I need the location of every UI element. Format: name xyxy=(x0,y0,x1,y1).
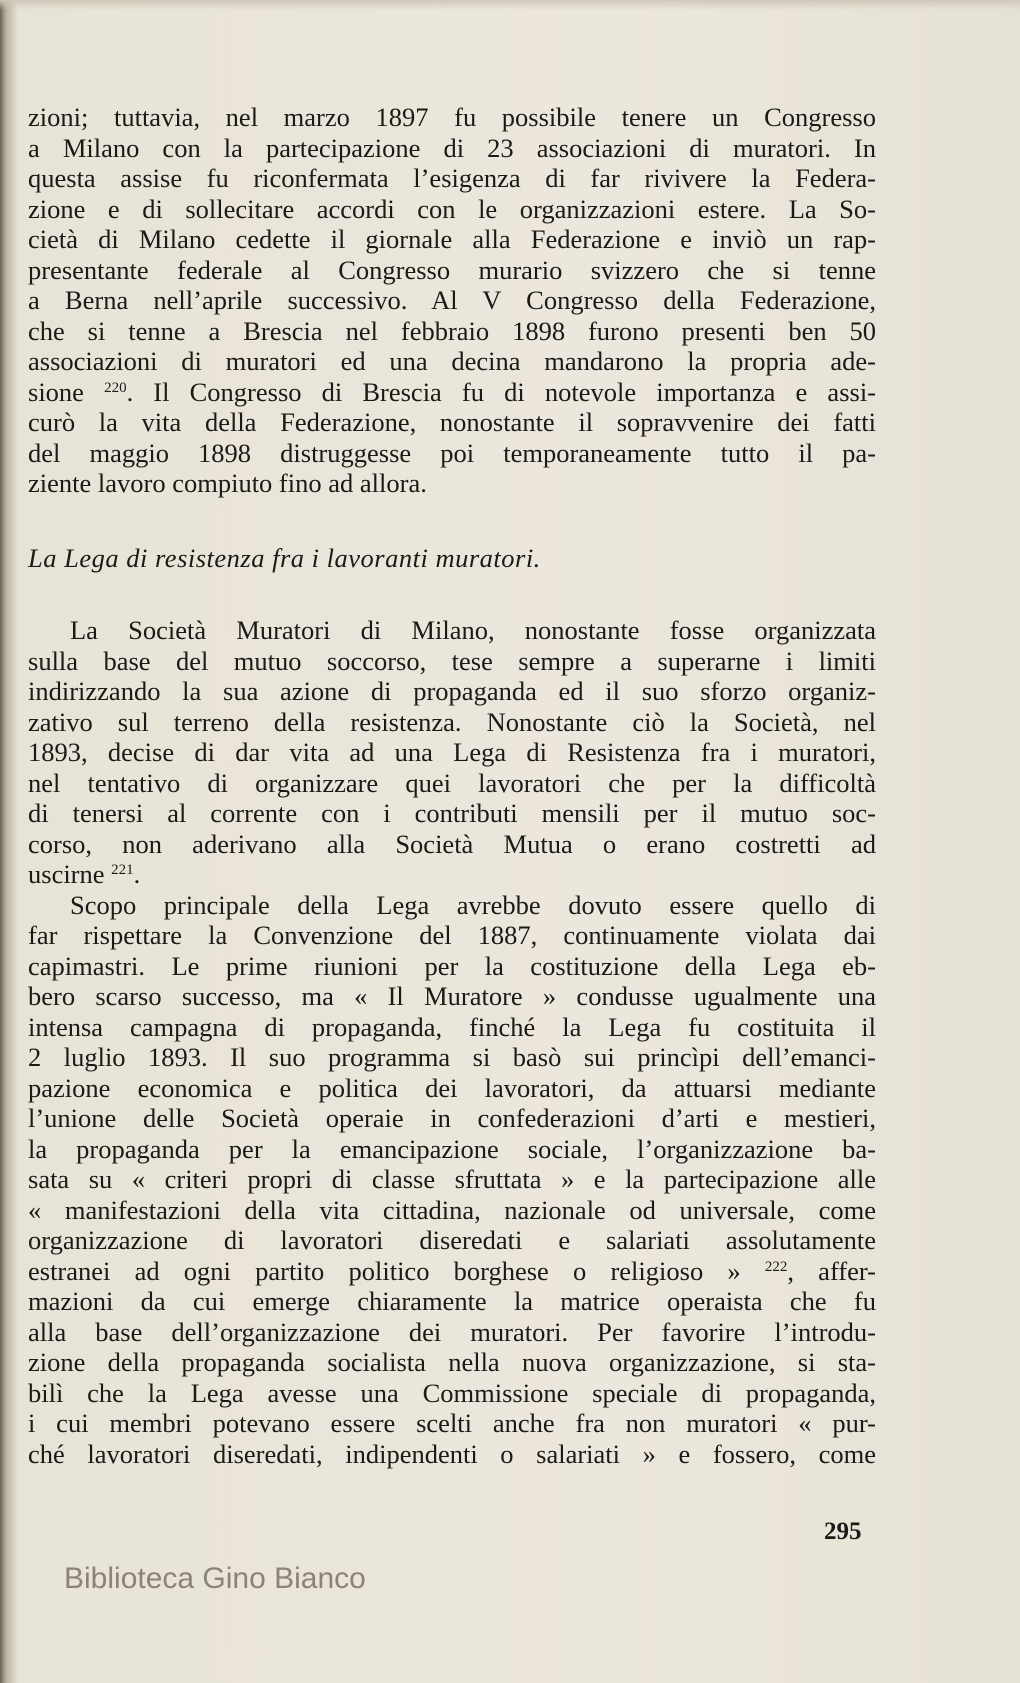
text-line: sata su « criteri propri di classe sfruttata » e la partecipazione alle xyxy=(28,1164,876,1194)
paragraph-1 xyxy=(28,102,876,499)
text-fragment: , affer- xyxy=(787,1255,876,1286)
text-line: curò la vita della Federazione, nonostante il sopravvenire dei fatti xyxy=(28,407,876,437)
text-line xyxy=(28,377,876,408)
footnote-ref-222[interactable]: 222 xyxy=(764,1258,788,1275)
text-line: cietà di Milano cedette il giornale alla Federazione e inviò un rap- xyxy=(28,224,876,254)
text-line: questa assise fu riconfermata l’esigenza di far rivivere la Federa- xyxy=(28,163,876,193)
text-line: ché lavoratori diseredati, indipendenti o salariati » e fossero, come xyxy=(28,1438,876,1469)
text-line: Scopo principale della Lega avrebbe dovuto essere quello di xyxy=(70,889,876,920)
text-line xyxy=(28,859,876,890)
text-line: di tenersi al corrente con i contributi mensili per il mutuo soc- xyxy=(28,798,876,828)
text-line: l’unione delle Società operaie in confederazioni d’arti e mestieri, xyxy=(28,1103,876,1133)
text-line: zione e di sollecitare accordi con le organizzazioni estere. La So- xyxy=(28,193,876,224)
text-line: a Berna nell’aprile successivo. Al V Congresso della Federazione, xyxy=(28,285,876,315)
text-line: che si tenne a Brescia nel febbraio 1898 furono presenti ben 50 xyxy=(28,315,876,346)
text-line: del maggio 1898 distruggesse poi temporaneamente tutto il pa- xyxy=(28,437,876,468)
text-line: 1893, decise di dar vita ad una Lega di Resistenza fra i muratori, xyxy=(28,737,876,767)
text-fragment: estranei ad ogni partito politico borghese o religioso » xyxy=(28,1255,741,1286)
text-line: indirizzando la sua azione di propaganda ed il suo sforzo organiz- xyxy=(28,676,876,706)
text-line: organizzazione di lavoratori diseredati e salariati assolutamente xyxy=(28,1225,876,1255)
text-fragment: . xyxy=(133,859,141,889)
page-top-shadow xyxy=(0,0,1020,10)
library-watermark: Biblioteca Gino Bianco xyxy=(64,1562,366,1595)
text-line: ziente lavoro compiuto fino ad allora. xyxy=(28,468,427,498)
text-line: corso, non aderivano alla Società Mutua o erano costretti ad xyxy=(28,828,876,859)
paragraph-3 xyxy=(28,890,876,1470)
text-fragment: . Il Congresso di Brescia fu di notevole importanza e assi- xyxy=(126,376,877,407)
text-line: « manifestazioni della vita cittadina, nazionale od universale, come xyxy=(28,1194,876,1225)
footnote-ref-221[interactable]: 221 xyxy=(111,862,134,878)
footnote-ref-220[interactable]: 220 xyxy=(104,379,127,396)
body-text xyxy=(28,102,876,1469)
text-line: zioni; tuttavia, nel marzo 1897 fu possibile tenere un Congresso xyxy=(28,102,876,132)
text-line: zativo sul terreno della resistenza. Nonostante ciò la Società, nel xyxy=(28,706,876,737)
text-line: alla base dell’organizzazione dei muratori. Per favorire l’introdu- xyxy=(28,1316,876,1347)
text-line: 2 luglio 1893. Il suo programma si basò sui princìpi dell’emanci- xyxy=(28,1042,876,1072)
text-line: i cui membri potevano essere scelti anche fra non muratori « pur- xyxy=(28,1408,876,1438)
text-line: associazioni di muratori ed una decina mandarono la propria ade- xyxy=(28,346,876,376)
text-line: a Milano con la partecipazione di 23 associazioni di muratori. In xyxy=(28,132,876,163)
text-line: pazione economica e politica dei lavoratori, da attuarsi mediante xyxy=(28,1072,876,1103)
text-line: sulla base del mutuo soccorso, tese sempre a superarne i limiti xyxy=(28,645,876,676)
text-line: capimastri. Le prime riunioni per la costituzione della Lega eb- xyxy=(28,950,876,981)
page-number: 295 xyxy=(824,1518,862,1545)
text-fragment: sione xyxy=(28,376,84,407)
text-fragment: uscirne xyxy=(28,859,105,889)
text-line: bero scarso successo, ma « Il Muratore » condusse ugualmente una xyxy=(28,981,876,1011)
text-line: nel tentativo di organizzare quei lavoratori che per la difficoltà xyxy=(28,767,876,798)
text-line: zione della propaganda socialista nella nuova organizzazione, si sta- xyxy=(28,1347,876,1377)
section-heading: La Lega di resistenza fra i lavoranti muratori. xyxy=(28,542,541,573)
text-line xyxy=(28,1256,876,1287)
text-line: bilì che la Lega avesse una Commissione speciale di propaganda, xyxy=(28,1377,876,1408)
text-line: presentante federale al Congresso murario svizzero che si tenne xyxy=(28,254,876,285)
text-line: La Società Muratori di Milano, nonostante fosse organizzata xyxy=(70,615,876,645)
text-line: la propaganda per la emancipazione sociale, l’organizzazione ba- xyxy=(28,1133,876,1164)
text-line: far rispettare la Convenzione del 1887, continuamente violata dai xyxy=(28,920,876,950)
text-line: mazioni da cui emerge chiaramente la matrice operaista che fu xyxy=(28,1286,876,1316)
text-line: intensa campagna di propaganda, finché la Lega fu costituita il xyxy=(28,1011,876,1042)
paragraph-2 xyxy=(28,615,876,890)
